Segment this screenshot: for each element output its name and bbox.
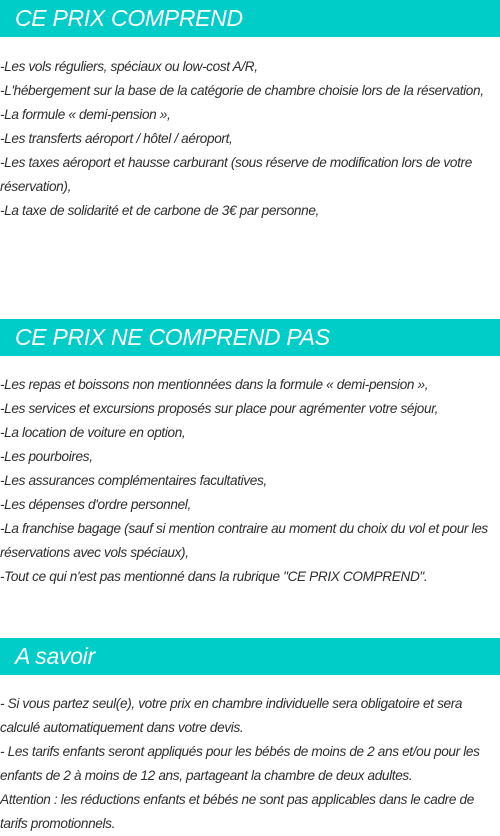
list-item: -L'hébergement sur la base de la catégorie de chambre choisie lors de la réservation, xyxy=(0,83,484,98)
list-item: -La taxe de solidarité et de carbone de 3€ par personne, xyxy=(0,203,319,218)
list-item: -Les repas et boissons non mentionnées dans la formule « demi-pension », xyxy=(0,377,429,392)
list-item: -Les dépenses d'ordre personnel, xyxy=(0,497,191,512)
not-included-list xyxy=(0,373,500,589)
list-item: - Si vous partez seul(e), votre prix en chambre individuelle sera obligatoire et sera calculé automatiquement dans votre devis. xyxy=(0,696,463,735)
included-list xyxy=(0,55,500,223)
list-item: -Tout ce qui n'est pas mentionné dans la rubrique "CE PRIX COMPREND". xyxy=(0,569,428,584)
list-item: Attention : les réductions enfants et bébés ne sont pas applicables dans le cadre de tarifs promotionnels. xyxy=(0,792,474,831)
list-item: -Les taxes aéroport et hausse carburant (sous réserve de modification lors de votre réservation), xyxy=(0,155,472,194)
list-item: -Les services et excursions proposés sur place pour agrémenter votre séjour, xyxy=(0,401,439,416)
list-item: -Les transferts aéroport / hôtel / aéroport, xyxy=(0,131,233,146)
list-item: -Les pourboires, xyxy=(0,449,93,464)
list-item: -La franchise bagage (sauf si mention contraire au moment du choix du vol et pour les réservations avec vols spéciaux), xyxy=(0,521,488,560)
section-title-included: CE PRIX COMPREND xyxy=(0,0,500,37)
list-item: - Les tarifs enfants seront appliqués pour les bébés de moins de 2 ans et/ou pour les enfants de 2 à moins de 12 ans, partageant la chambre de deux adultes. xyxy=(0,744,480,783)
list-item: -La formule « demi-pension », xyxy=(0,107,171,122)
good-to-know-list xyxy=(0,692,500,836)
list-item: -Les vols réguliers, spéciaux ou low-cost A/R, xyxy=(0,59,258,74)
section-title-not-included: CE PRIX NE COMPREND PAS xyxy=(0,319,500,356)
section-title-good-to-know: A savoir xyxy=(0,638,500,675)
list-item: -Les assurances complémentaires facultatives, xyxy=(0,473,267,488)
list-item: -La location de voiture en option, xyxy=(0,425,186,440)
